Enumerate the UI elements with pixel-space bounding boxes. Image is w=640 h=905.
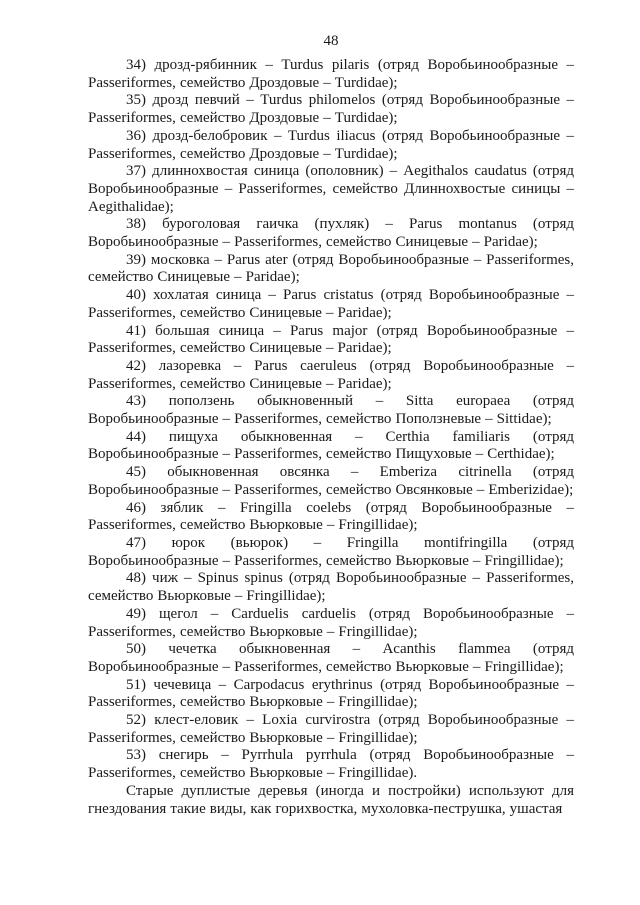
species-item-35: 35) дрозд певчий – Turdus philomelos (отряд Воробьинообразные – Passeriformes, семейство Дроздовые – Turdidae); xyxy=(88,92,574,127)
species-item-44: 44) пищуха обыкновенная – Certhia familiaris (отряд Воробьинообразные – Passeriformes, семейство Пищуховые – Certhidae); xyxy=(88,428,574,463)
closing-paragraph: Старые дуплистые деревья (иногда и постройки) используют для гнездования такие виды, как горихвостка, мухоловка-пеструшка, ушастая xyxy=(88,782,574,817)
species-item-43: 43) поползень обыкновенный – Sitta europaea (отряд Воробьинообразные – Passeriformes, семейство Поползневые – Sittidae); xyxy=(88,393,574,428)
species-item-39: 39) московка – Parus ater (отряд Воробьинообразные – Passeriformes, семейство Синицевые – Paridae); xyxy=(88,251,574,286)
species-item-48: 48) чиж – Spinus spinus (отряд Воробьинообразные – Passeriformes, семейство Вьюрковые – Fringillidae); xyxy=(88,570,574,605)
species-item-38: 38) буроголовая гаичка (пухляк) – Parus montanus (отряд Воробьинообразные – Passeriformes, семейство Синицевые – Paridae); xyxy=(88,216,574,251)
species-list xyxy=(88,57,574,818)
species-item-50: 50) чечетка обыкновенная – Acanthis flammea (отряд Воробьинообразные – Passeriformes, семейство Вьюрковые – Fringillidae); xyxy=(88,641,574,675)
page-number: 48 xyxy=(323,33,339,49)
species-item-52: 52) клест-еловик – Loxia curvirostra (отряд Воробьинообразные – Passeriformes, семейство Вьюрковые – Fringillidae); xyxy=(88,712,574,746)
species-item-36: 36) дрозд-белобровик – Turdus iliacus (отряд Воробьинообразные – Passeriformes, семейство Дроздовые – Turdidae); xyxy=(88,127,574,162)
species-item-41: 41) большая синица – Parus major (отряд Воробьинообразные – Passeriformes, семейство Синицевые – Paridae); xyxy=(88,322,574,357)
species-item-49: 49) щегол – Carduelis carduelis (отряд Воробьинообразные – Passeriformes, семейство Вьюрковые – Fringillidae); xyxy=(88,605,574,640)
species-item-46: 46) зяблик – Fringilla coelebs (отряд Воробьинообразные – Passeriformes, семейство Вьюрковые – Fringillidae); xyxy=(88,499,574,534)
species-item-51: 51) чечевица – Carpodacus erythrinus (отряд Воробьинообразные – Passeriformes, семейство Вьюрковые – Fringillidae); xyxy=(88,676,574,711)
species-item-34: 34) дрозд-рябинник – Turdus pilaris (отряд Воробьинообразные – Passeriformes, семейство Дроздовые – Turdidae); xyxy=(88,57,574,91)
species-item-40: 40) хохлатая синица – Parus cristatus (отряд Воробьинообразные – Passeriformes, семейство Синицевые – Paridae); xyxy=(88,287,574,321)
species-item-37: 37) длиннохвостая синица (ополовник) – Aegithalos caudatus (отряд Воробьинообразные – Passeriformes, семейство Длиннохвостые синицы – Aegithalidae); xyxy=(88,163,574,215)
species-item-45: 45) обыкновенная овсянка – Emberiza citrinella (отряд Воробьинообразные – Passeriformes, семейство Овсянковые – Emberizidae); xyxy=(88,464,574,498)
species-item-42: 42) лазоревка – Parus caeruleus (отряд Воробьинообразные – Passeriformes, семейство Синицевые – Paridae); xyxy=(88,357,574,392)
species-item-47: 47) юрок (вьюрок) – Fringilla montifringilla (отряд Воробьинообразные – Passeriformes, семейство Вьюрковые – Fringillidae); xyxy=(88,534,574,569)
species-item-53: 53) снегирь – Pyrrhula pyrrhula (отряд Воробьинообразные – Passeriformes, семейство Вьюрковые – Fringillidae). xyxy=(88,747,574,782)
